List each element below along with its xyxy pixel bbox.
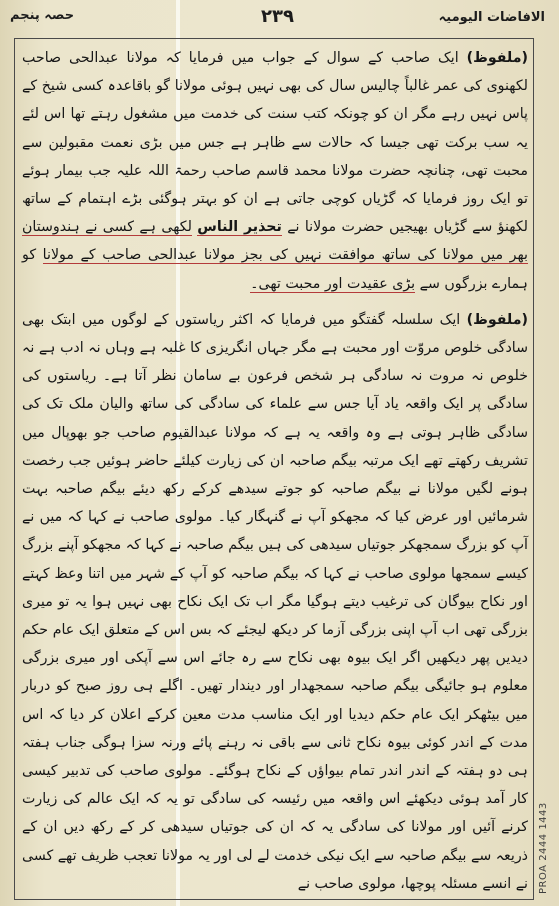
- margin-note: PROA 2444 1443: [538, 802, 549, 894]
- page-number: ۲۳۹: [261, 6, 294, 27]
- page-header: [10, 2, 545, 32]
- page-body: [22, 44, 528, 898]
- paragraph: [22, 44, 528, 298]
- underlined-text: بڑی عقیدت اور محبت تھی۔: [250, 275, 416, 292]
- text-run: ایک سلسلہ گفتگو میں فرمایا کہ اکثر ریاستوں کے لوگوں میں ابتک بھی سادگی خلوص مروّت اور محبت ہے مگر جہاں انگریزی کا غلبہ ہے وہاں نہ ادب ہے نہ خلوص نہ مروت نہ سادگی ہر شخص فرعون بے سامان نظر آتا ہے۔ ریاستوں کی سادگی پر ایک واقعہ یاد آیا جس سے علماء کی سادگی کی ساتھ والیان ملک تک کی سادگی ظاہر ہوتی ہے وہ واقعہ یہ ہے کہ مولانا عبدالقیوم صاحب جو بھوپال میں تشریف رکھتے تھے ایک مرتبہ بیگم صاحبہ ان کی زیارت کیلئے حاضر ہوئیں جب رخصت ہونے لگیں مولانا نے بیگم صاحبہ کو جوتے سیدھے کرکے رکھ دیئے بیگم صاحبہ بہت شرمائیں اور عرض کیا کہ مجھکو آپ نے گنہگار کیا۔ مولوی صاحب نے کہا کہ میں نے آپ کو بزرگ سمجھکر جوتیاں سیدھی کی ہیں بیگم صاحبہ نے کہا کہ مجھکو آپنے بزرگ کیسے سمجھا مولوی صاحب نے کہا کہ بیگم صاحبہ کو آپ کے شہر میں اتنا وعظ کہتے اور نکاح بیوگان کی ترغیب دیتے ہوگیا مگر اب تک ایک نکاح بھی نہیں ہوا یہ تو میری بزرگی تھی اب آپ اپنی بزرگی آزما کر دیکھ لیجئے کہ بس اس کے متعلق ایک عام حکم دیدیں پھر دیکھیں اگر ایک بیوہ بھی نکاح سے رہ جائے اس سے آپکی اور میری بزرگی معلوم ہو جائیگی بیگم صاحبہ سمجھدار اور دیندار تھیں۔ اگلے ہی روز صبح کو دربار میں بیٹھکر ایک عام حکم دیدیا اور ایک مناسب مدت معین کرکے اعلان کر دیا کہ اس مدت کے اندر کوئی بیوہ نکاح ثانی سے باقی نہ رہنے پائے ورنہ سزا ہوگی جناب ہفتہ ہی دو ہفتہ کے اندر اندر تمام بیواؤں کے نکاح ہوگئے۔ مولوی صاحب کی تدبیر کیسی کار آمد ہوئی دیکھئے اس واقعہ میں رئیسہ کی سادگی تو یہ کہ ایک عالم کی زیارت کرنے آئیں اور مولانا کی سادگی یہ کہ ان کی جوتیاں سیدھی کر کے رکھ دیں ان کے ذریعہ سے بیگم صاحبہ سے ایک نیکی خدمت لے لی اور یہ مولانا تعجب ظریف تھے کسی نے انسے مسئلہ پوچھا، مولوی صاحب نے: [21, 311, 528, 892]
- malfooz-marker: (ملفوظ): [466, 50, 528, 66]
- highlighted-title: تحذیر الناس: [197, 219, 282, 236]
- underlined-text: لکھی ہے کسی نے ہندوستان بھر میں مولانا کی ساتھ موافقت نہیں کی بجز مولانا عبدالحی صاحب کے مولانا: [22, 219, 528, 264]
- text-run: کو ہمارے بزرگوں سے: [22, 247, 528, 292]
- book-title: الافاضات الیومیہ: [438, 10, 545, 25]
- part-label: حصہ پنجم: [10, 8, 75, 23]
- malfooz-marker: (ملفوظ): [466, 311, 528, 328]
- paragraph: [22, 306, 528, 898]
- text-run: ایک صاحب کے سوال کے جواب میں فرمایا کہ مولانا عبدالحی صاحب لکھنوی کی عمر غالباً چالیس سال کی بھی نہیں ہوئی مولانا گو باقاعدہ کسی شیخ کے پاس نہیں رہے مگر ان کو چونکہ کتب سنت کی خدمت میں مشغول رہتے تھا اس لئے یہ سب برکت تھی جیسا کہ حالات سے ظاہر ہے جس میں بڑی نعمت مقبولین سے محبت تھی، چنانچہ حضرت مولانا محمد قاسم صاحب رحمۃ اللہ علیہ جب بیمار ہوئے تو ایک روز فرمایا کہ گڑیاں کوچی جاتی ہے ان کو بہتر ہوگئی بڑے اہتمام کے ساتھ لکھنؤ سے گڑیاں بھیجیں حضرت مولانا نے: [22, 50, 528, 236]
